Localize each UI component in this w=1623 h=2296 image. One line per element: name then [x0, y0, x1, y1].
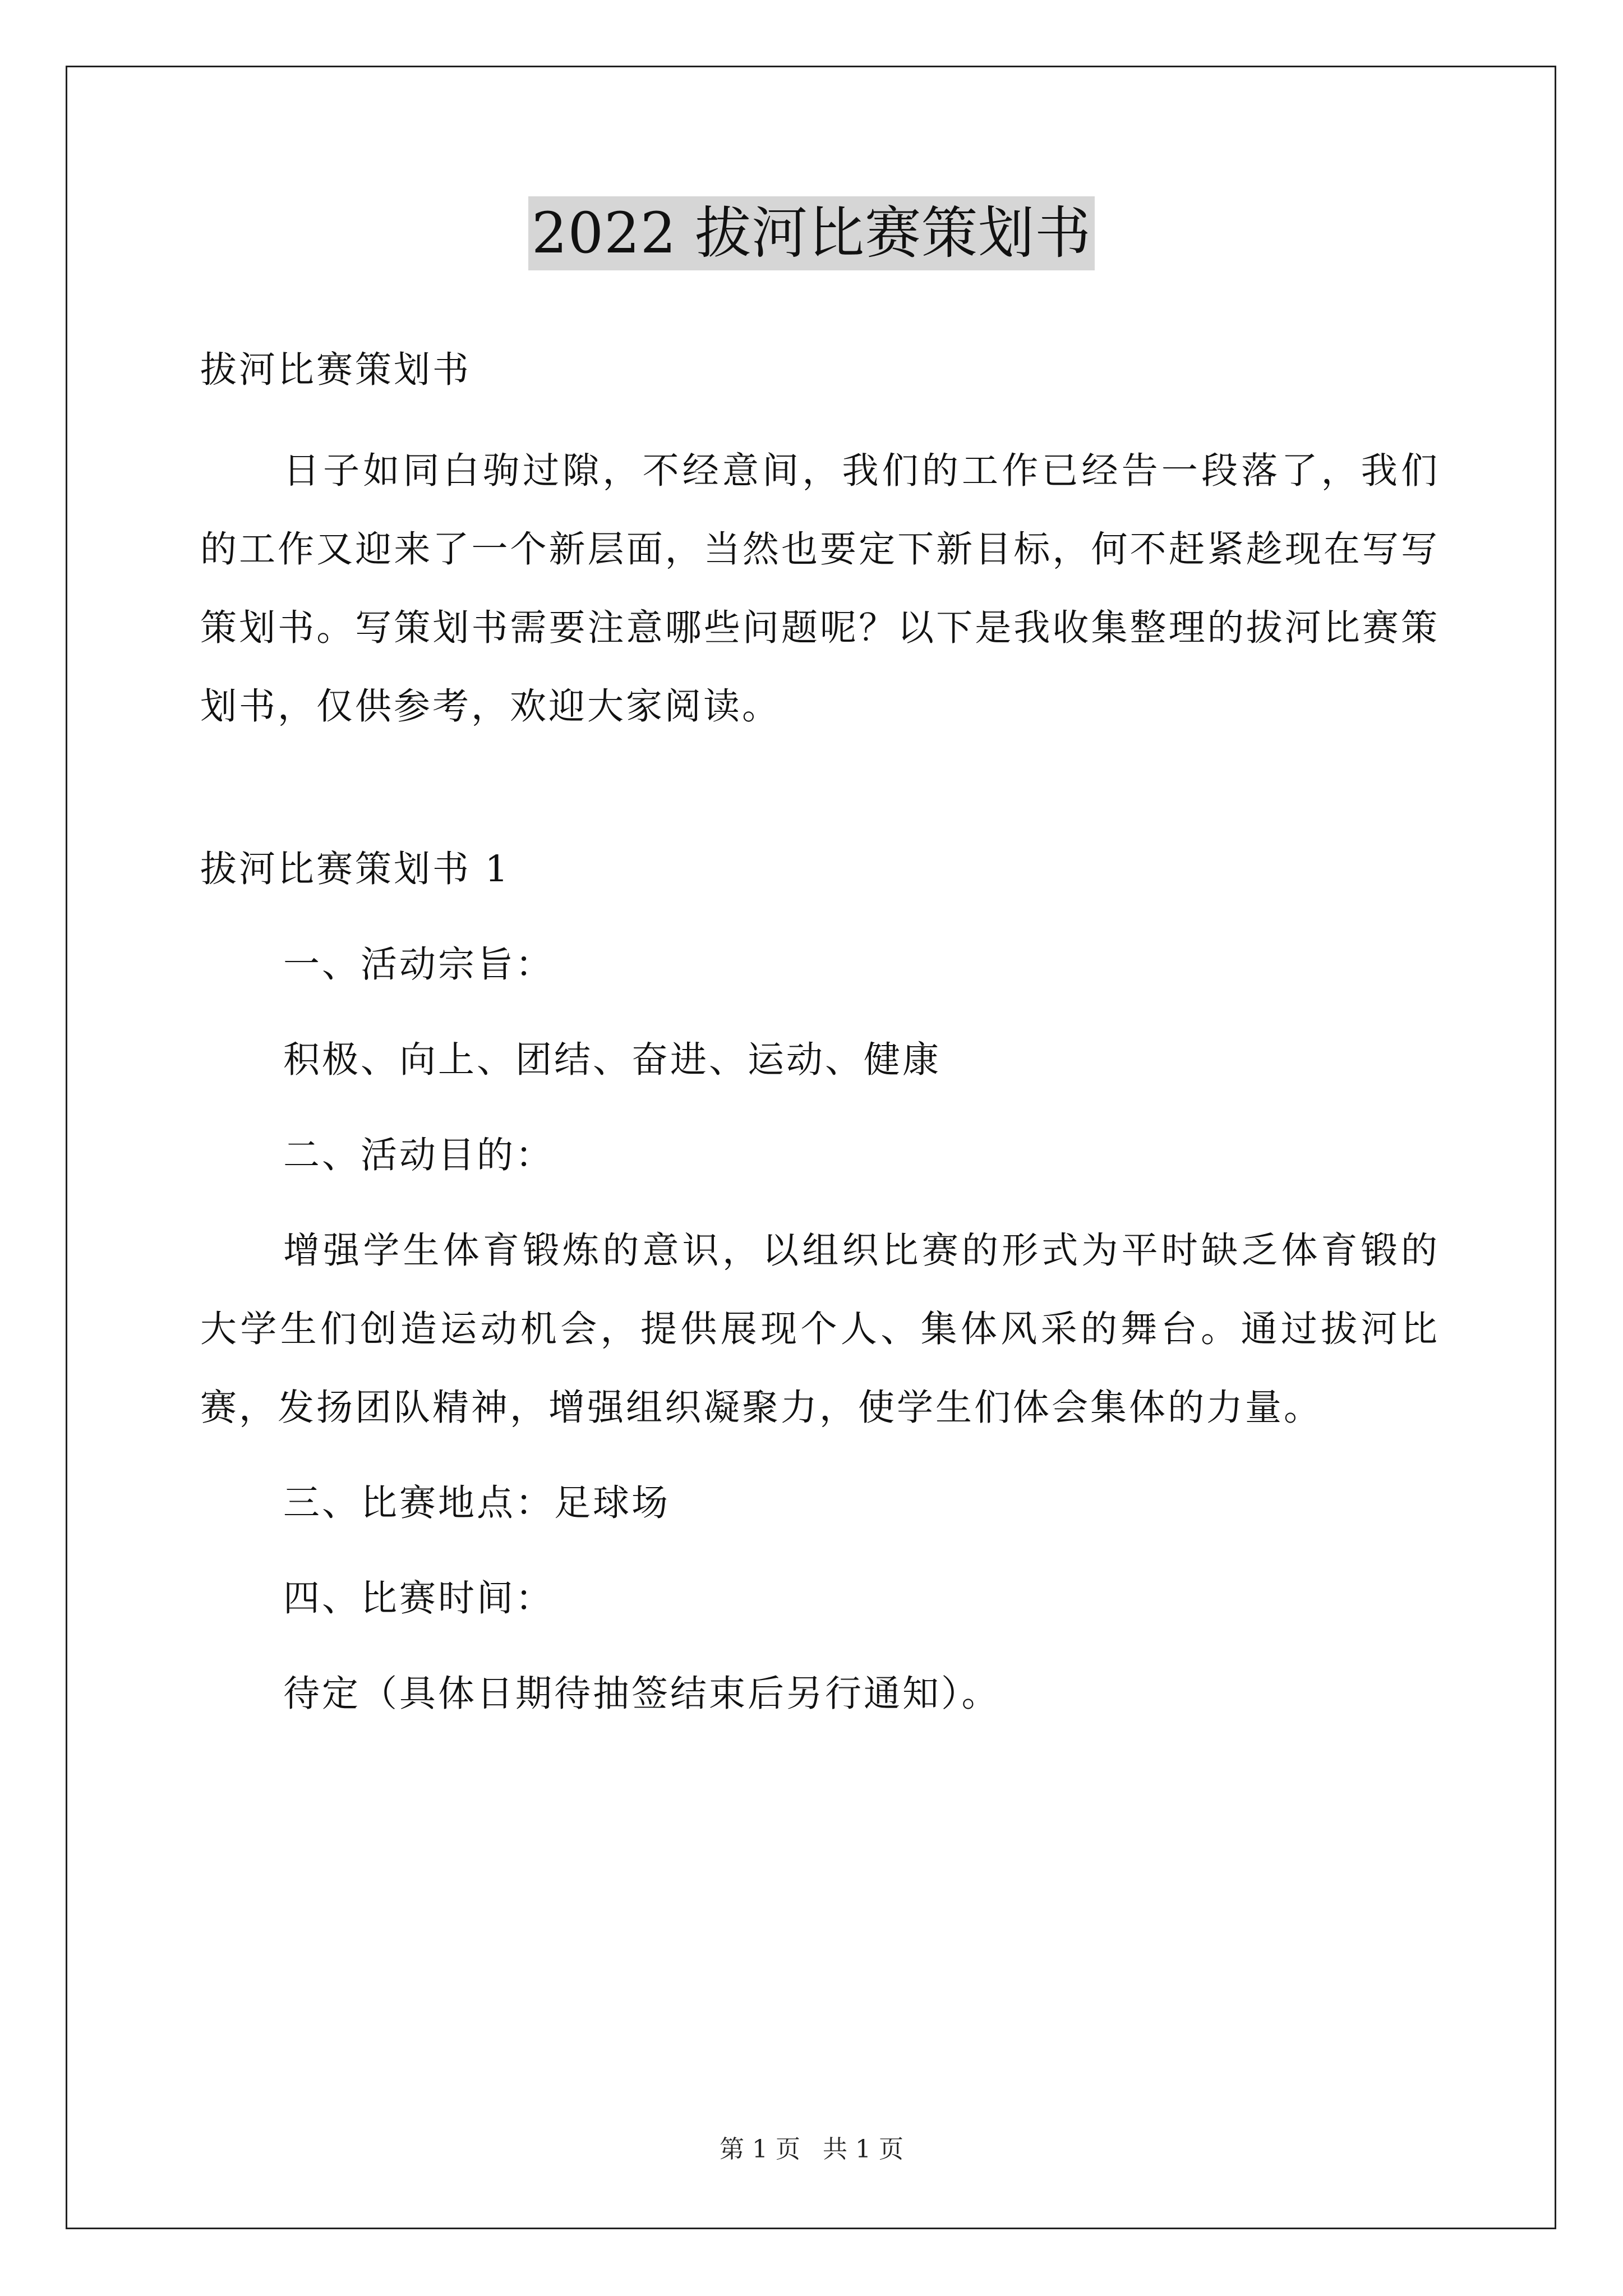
title-container	[0, 196, 1623, 270]
goal-text: 增强学生体育锻炼的意识，以组织比赛的形式为平时缺乏体育锻的大学生们创造运动机会，提供展现个人、集体风采的舞台。通过拔河比赛，发扬团队精神，增强组织凝聚力，使学生们体会集体的力量。	[200, 1230, 1440, 1429]
page-total: 共 1 页	[823, 2135, 903, 2164]
heading-time: 四、比赛时间：	[283, 1577, 555, 1619]
venue-text: 三、比赛地点：足球场	[283, 1482, 671, 1524]
purpose-text: 积极、向上、团结、奋进、运动、健康	[283, 1039, 942, 1081]
section-title: 拔河比赛策划书 1	[200, 848, 511, 890]
document-body	[200, 331, 1440, 1733]
heading-goal: 二、活动目的：	[283, 1134, 555, 1176]
heading-purpose: 一、活动宗旨：	[283, 944, 555, 986]
intro-paragraph: 日子如同白驹过隙，不经意间，我们的工作已经告一段落了，我们的工作又迎来了一个新层面，当然也要定下新目标，何不赶紧趁现在写写策划书。写策划书需要注意哪些问题呢？以下是我收集整理的拔河比赛策划书，仅供参考，欢迎大家阅读。	[200, 450, 1440, 728]
document-title: 2022 拔河比赛策划书	[528, 196, 1095, 270]
page-number: 第 1 页	[720, 2135, 800, 2164]
subtitle: 拔河比赛策划书	[200, 349, 472, 391]
page-footer	[0, 2133, 1623, 2166]
time-text: 待定（具体日期待抽签结束后另行通知）。	[283, 1673, 1000, 1715]
